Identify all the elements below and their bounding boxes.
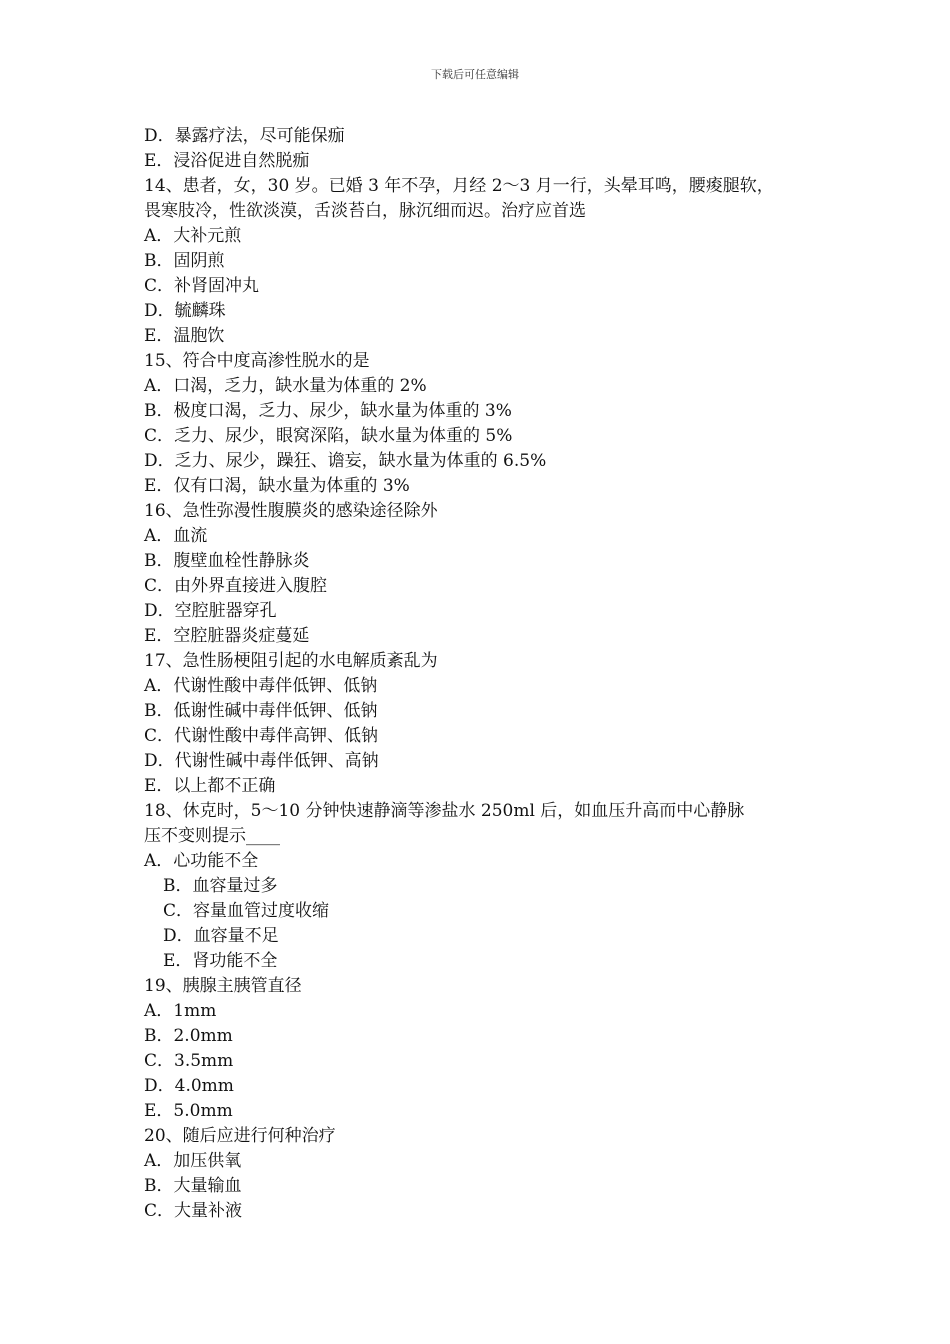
option-line: D．4.0mm bbox=[144, 1076, 234, 1096]
option-line: E．5.0mm bbox=[144, 1101, 233, 1121]
question-line: 17、急性肠梗阻引起的水电解质紊乱为 bbox=[144, 651, 438, 671]
question-line: 19、胰腺主胰管直径 bbox=[144, 976, 302, 996]
question-line: 20、随后应进行何种治疗 bbox=[144, 1126, 336, 1146]
question-line: 压不变则提示____ bbox=[144, 826, 280, 846]
option-line: A．1mm bbox=[144, 1001, 217, 1021]
option-line: E．温胞饮 bbox=[144, 326, 225, 346]
option-line: B．低谢性碱中毒伴低钾、低钠 bbox=[144, 701, 378, 721]
question-line: 畏寒肢冷，性欲淡漠，舌淡苔白，脉沉细而迟。治疗应首选 bbox=[144, 201, 586, 221]
question-line: 15、符合中度高渗性脱水的是 bbox=[144, 351, 370, 371]
option-line: C．由外界直接进入腹腔 bbox=[144, 576, 328, 596]
option-line: A．血流 bbox=[144, 526, 208, 546]
question-line: 14、患者，女，30 岁。已婚 3 年不孕，月经 2～3 月一行，头晕耳鸣，腰痠腿软， bbox=[144, 176, 774, 196]
option-line: A．代谢性酸中毒伴低钾、低钠 bbox=[144, 676, 378, 696]
option-line: E．仅有口渴，缺水量为体重的 3% bbox=[144, 476, 410, 496]
option-line: E．肾功能不全 bbox=[163, 951, 278, 971]
option-line: B．血容量过多 bbox=[163, 876, 278, 896]
option-line: D．乏力、尿少，躁狂、谵妄，缺水量为体重的 6.5% bbox=[144, 451, 547, 471]
option-line: A．加压供氧 bbox=[144, 1151, 242, 1171]
document-body bbox=[144, 124, 824, 1224]
option-line: A．大补元煎 bbox=[144, 226, 242, 246]
option-line: D．代谢性碱中毒伴低钾、高钠 bbox=[144, 751, 379, 771]
option-line: C．补肾固冲丸 bbox=[144, 276, 260, 296]
option-line: E．浸浴促进自然脱痂 bbox=[144, 151, 310, 171]
option-line: C．大量补液 bbox=[144, 1201, 243, 1221]
option-line: B．固阴煎 bbox=[144, 251, 225, 271]
page-header: 下载后可任意编辑 bbox=[431, 68, 519, 81]
option-line: C．乏力、尿少，眼窝深陷，缺水量为体重的 5% bbox=[144, 426, 513, 446]
option-line: D．毓麟珠 bbox=[144, 301, 226, 321]
option-line: A．口渴，乏力，缺水量为体重的 2% bbox=[144, 376, 427, 396]
option-line: E．空腔脏器炎症蔓延 bbox=[144, 626, 310, 646]
option-line: E．以上都不正确 bbox=[144, 776, 276, 796]
option-line: B．极度口渴，乏力、尿少，缺水量为体重的 3% bbox=[144, 401, 512, 421]
option-line: D．暴露疗法，尽可能保痂 bbox=[144, 126, 345, 146]
option-line: B．2.0mm bbox=[144, 1026, 233, 1046]
option-line: C．容量血管过度收缩 bbox=[163, 901, 330, 921]
option-line: C．代谢性酸中毒伴高钾、低钠 bbox=[144, 726, 379, 746]
option-line: D．血容量不足 bbox=[163, 926, 279, 946]
option-line: C．3.5mm bbox=[144, 1051, 234, 1071]
question-line: 16、急性弥漫性腹膜炎的感染途径除外 bbox=[144, 501, 438, 521]
option-line: B．腹壁血栓性静脉炎 bbox=[144, 551, 310, 571]
option-line: D．空腔脏器穿孔 bbox=[144, 601, 277, 621]
option-line: A．心功能不全 bbox=[144, 851, 259, 871]
question-line: 18、休克时，5～10 分钟快速静滴等渗盐水 250ml 后，如血压升高而中心静脉 bbox=[144, 801, 745, 821]
option-line: B．大量输血 bbox=[144, 1176, 242, 1196]
